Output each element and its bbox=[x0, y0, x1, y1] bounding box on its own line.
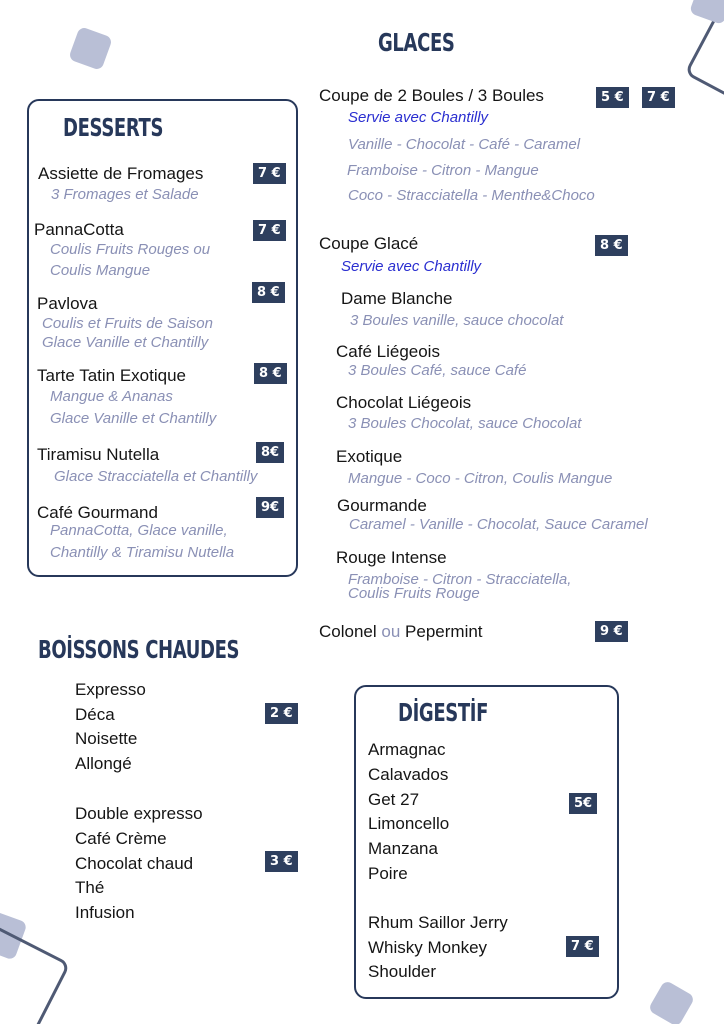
menu-item-name: Chocolat Liégeois bbox=[336, 393, 472, 412]
colonel-pepermint bbox=[319, 622, 483, 642]
menu-item-desc: Glace Stracciatella et Chantilly bbox=[54, 468, 258, 485]
menu-item-name: Assiette de Fromages bbox=[38, 164, 204, 183]
menu-item-name: Pavlova bbox=[37, 294, 98, 313]
menu-item-name: Rouge Intense bbox=[336, 548, 447, 567]
glaces-title: GLACES bbox=[378, 28, 455, 57]
drink-item: Armagnac bbox=[368, 740, 446, 759]
price-badge: 5€ bbox=[569, 793, 597, 814]
flavor-line: Framboise - Citron - Mangue bbox=[347, 162, 539, 179]
drink-item: Infusion bbox=[75, 903, 135, 922]
drink-item: Whisky Monkey bbox=[368, 938, 488, 957]
drink-item: Noisette bbox=[75, 729, 138, 748]
menu-item-name: Café Liégeois bbox=[336, 342, 440, 361]
coupe-glace-name: Coupe Glacé bbox=[319, 234, 419, 253]
connector-ou: ou bbox=[381, 622, 401, 641]
menu-item-desc: Glace Vanille et Chantilly bbox=[42, 334, 209, 351]
price-badge: 8 € bbox=[595, 235, 628, 256]
drink-item: Double expresso bbox=[75, 804, 203, 823]
price-badge: 3 € bbox=[265, 851, 298, 872]
price-badge: 8€ bbox=[256, 442, 284, 463]
drink-item: Poire bbox=[368, 864, 408, 883]
drink-item: Café Crème bbox=[75, 829, 167, 848]
drink-item: Allongé bbox=[75, 754, 132, 773]
menu-item-name: Exotique bbox=[336, 447, 403, 466]
drink-item: Rhum Saillor Jerry bbox=[368, 913, 508, 932]
price-badge: 2 € bbox=[265, 703, 298, 724]
decor-square bbox=[68, 26, 113, 71]
drink-item: Get 27 bbox=[368, 790, 420, 809]
chantilly-note: Servie avec Chantilly bbox=[341, 258, 482, 275]
desserts-title: DESSERTS bbox=[63, 113, 164, 142]
price-badge: 7 € bbox=[253, 163, 286, 184]
price-badge: 7 € bbox=[642, 87, 675, 108]
chantilly-note: Servie avec Chantilly bbox=[348, 109, 489, 126]
price-badge: 5 € bbox=[596, 87, 629, 108]
menu-item-desc: 3 Boules Café, sauce Café bbox=[348, 362, 527, 379]
menu-item-desc: Chantilly & Tiramisu Nutella bbox=[50, 544, 235, 561]
menu-item-desc: 3 Boules Chocolat, sauce Chocolat bbox=[348, 415, 582, 432]
drink-item: Thé bbox=[75, 878, 105, 897]
price-badge: 8 € bbox=[254, 363, 287, 384]
price-badge: 7 € bbox=[253, 220, 286, 241]
pepermint-name: Pepermint bbox=[405, 622, 483, 641]
drink-item: Calavados bbox=[368, 765, 449, 784]
menu-item-desc: Coulis Fruits Rouge bbox=[348, 585, 480, 602]
menu-item-desc: Caramel - Vanille - Chocolat, Sauce Caramel bbox=[349, 516, 648, 533]
menu-item-desc: Coulis et Fruits de Saison bbox=[42, 315, 213, 332]
menu-item-desc: PannaCotta, Glace vanille, bbox=[50, 522, 228, 539]
drink-item: Limoncello bbox=[368, 814, 450, 833]
decor-square bbox=[648, 980, 696, 1024]
menu-item-desc: Coulis Mangue bbox=[50, 262, 151, 279]
menu-item-desc: Glace Vanille et Chantilly bbox=[50, 410, 217, 427]
menu-item-desc: 3 Fromages et Salade bbox=[51, 186, 199, 203]
drink-item: Chocolat chaud bbox=[75, 854, 194, 873]
menu-item-name: Gourmande bbox=[337, 496, 427, 515]
digestif-title: DİGESTİF bbox=[398, 698, 489, 727]
menu-item-name: PannaCotta bbox=[34, 220, 124, 239]
drink-item: Déca bbox=[75, 705, 115, 724]
drink-item: Shoulder bbox=[368, 962, 437, 981]
menu-item-desc: 3 Boules vanille, sauce chocolat bbox=[350, 312, 564, 329]
menu-item-name: Dame Blanche bbox=[341, 289, 453, 308]
boissons-chaudes-title: BOİSSONS CHAUDES bbox=[38, 635, 240, 664]
colonel-name: Colonel bbox=[319, 622, 377, 641]
menu-item-name: Tiramisu Nutella bbox=[37, 445, 160, 464]
decor-square bbox=[689, 0, 724, 25]
flavor-line: Coco - Stracciatella - Menthe&Choco bbox=[348, 187, 595, 204]
drink-item: Expresso bbox=[75, 680, 146, 699]
menu-item-desc: Framboise - Citron - Stracciatella, bbox=[348, 571, 572, 588]
menu-item-desc: Mangue - Coco - Citron, Coulis Mangue bbox=[348, 470, 613, 487]
menu-item-name: Tarte Tatin Exotique bbox=[37, 366, 186, 385]
menu-item-name: Café Gourmand bbox=[37, 503, 158, 522]
price-badge: 9 € bbox=[595, 621, 628, 642]
drink-item: Manzana bbox=[368, 839, 438, 858]
menu-item-desc: Mangue & Ananas bbox=[50, 388, 173, 405]
flavor-line: Vanille - Chocolat - Café - Caramel bbox=[348, 136, 581, 153]
price-badge: 8 € bbox=[252, 282, 285, 303]
menu-item-desc: Coulis Fruits Rouges ou bbox=[50, 241, 211, 258]
coupe-boules-name: Coupe de 2 Boules / 3 Boules bbox=[319, 86, 544, 105]
price-badge: 9€ bbox=[256, 497, 284, 518]
price-badge: 7 € bbox=[566, 936, 599, 957]
